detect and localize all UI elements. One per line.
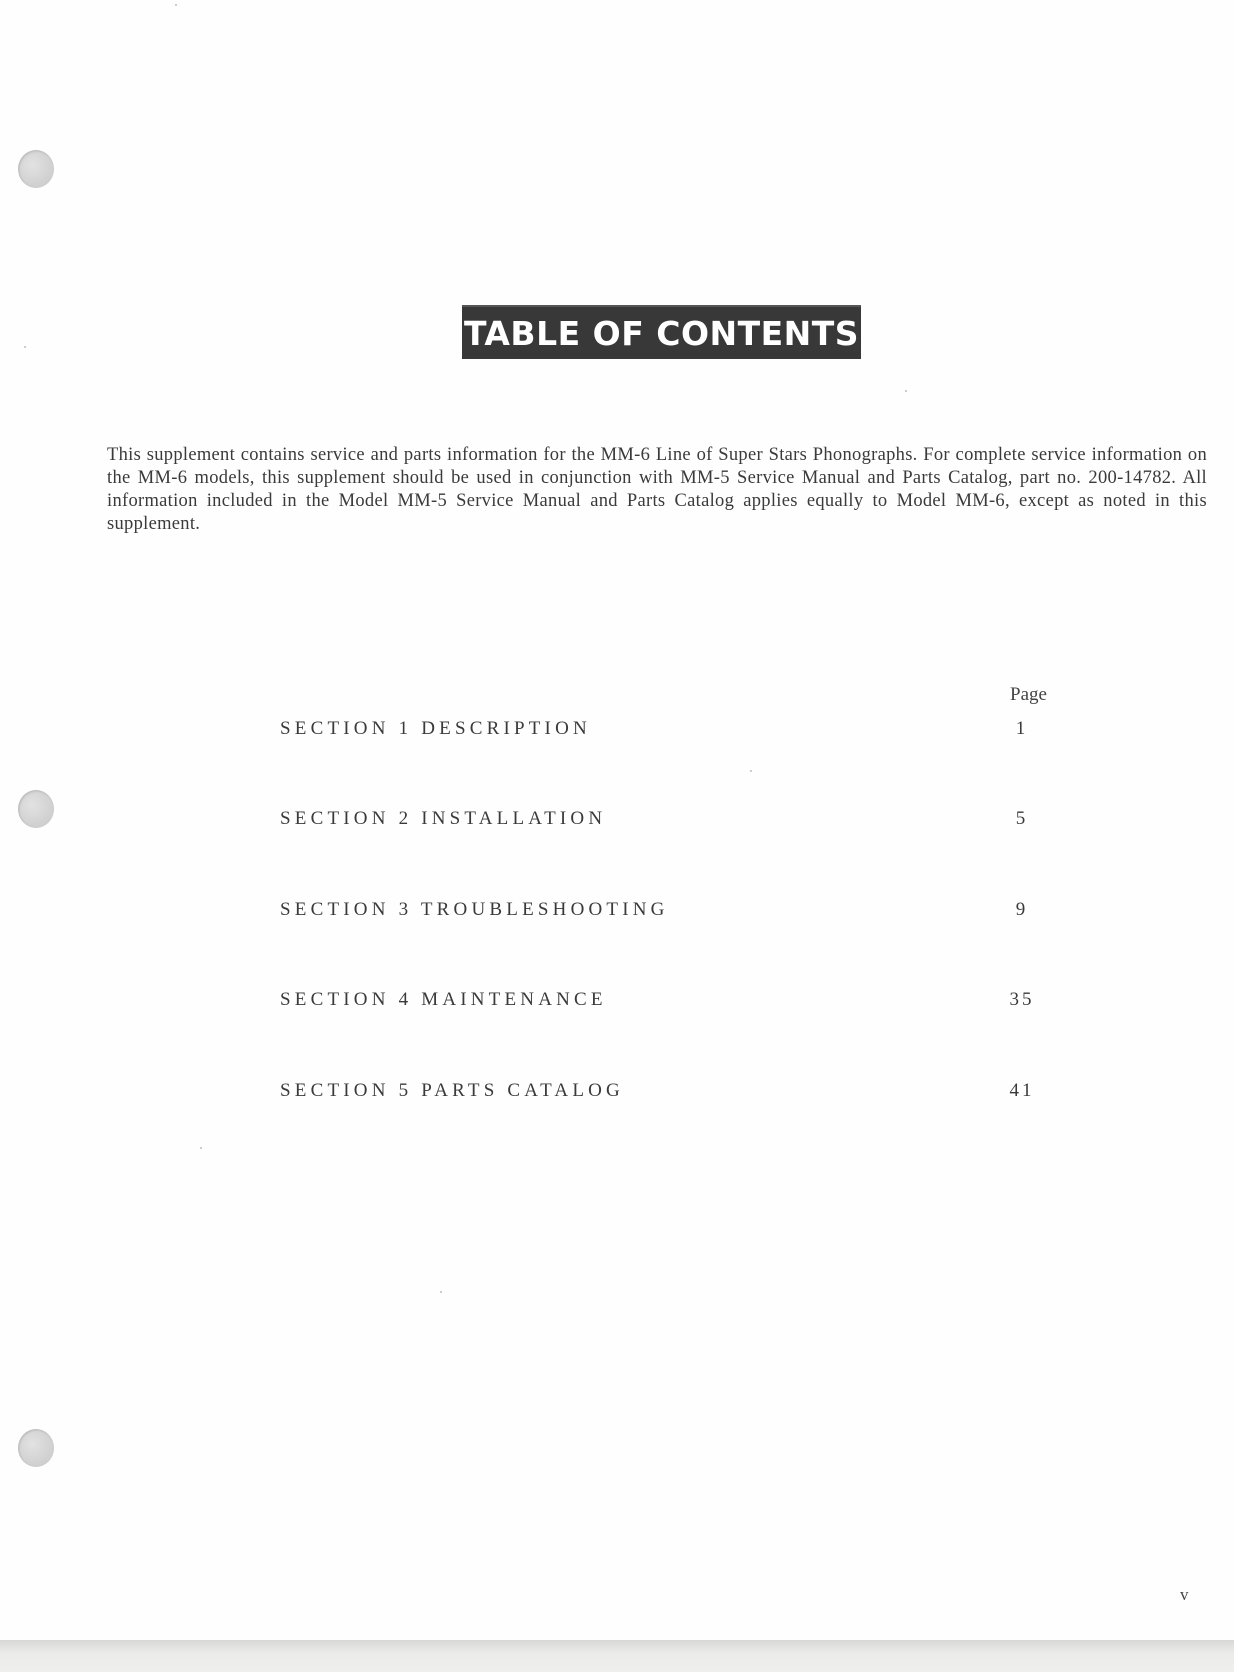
punch-hole [18, 1429, 54, 1467]
scan-bottom-edge [0, 1640, 1234, 1672]
paper-speck [440, 1291, 442, 1293]
page-number: v [1180, 1585, 1189, 1604]
toc-entry[interactable] [280, 989, 1070, 1015]
page-column-header: Page [1010, 684, 1047, 705]
toc-entry-page: 9 [1015, 899, 1029, 920]
toc-entry[interactable] [280, 1080, 1070, 1106]
toc-entry-label: SECTION 3 TROUBLESHOOTING [280, 899, 669, 920]
paper-speck [750, 770, 752, 772]
paper-speck [175, 4, 177, 6]
toc-entry-label: SECTION 2 INSTALLATION [280, 808, 607, 829]
paper-speck [905, 390, 907, 392]
paper-speck [200, 1147, 202, 1149]
toc-entry-label: SECTION 5 PARTS CATALOG [280, 1080, 624, 1101]
punch-hole [18, 150, 54, 188]
toc-entry-label: SECTION 4 MAINTENANCE [280, 989, 607, 1010]
toc-entry-label: SECTION 1 DESCRIPTION [280, 718, 591, 739]
toc-entry-page: 1 [1015, 718, 1029, 739]
toc-entry-page: 35 [1009, 989, 1035, 1010]
toc-entry[interactable] [280, 808, 1070, 834]
toc-entry-page: 5 [1015, 808, 1029, 829]
toc-entry-page: 41 [1009, 1080, 1035, 1101]
page-title: TABLE OF CONTENTS [462, 305, 861, 359]
paper-speck [24, 346, 26, 348]
punch-hole [18, 790, 54, 828]
toc-entry[interactable] [280, 718, 1070, 744]
toc-entry[interactable] [280, 899, 1070, 925]
intro-paragraph: This supplement contains service and parts information for the MM-6 Line of Super Stars Phonographs. For complete service information on the MM-6 models, this supplement should be used in conjunction with MM-5 Service Manual and Parts Catalog, part no. 200-14782. All information included in the Model MM-5 Service Manual and Parts Catalog applies equally to Model MM-6, except as noted in this supplement. [107, 445, 1207, 534]
